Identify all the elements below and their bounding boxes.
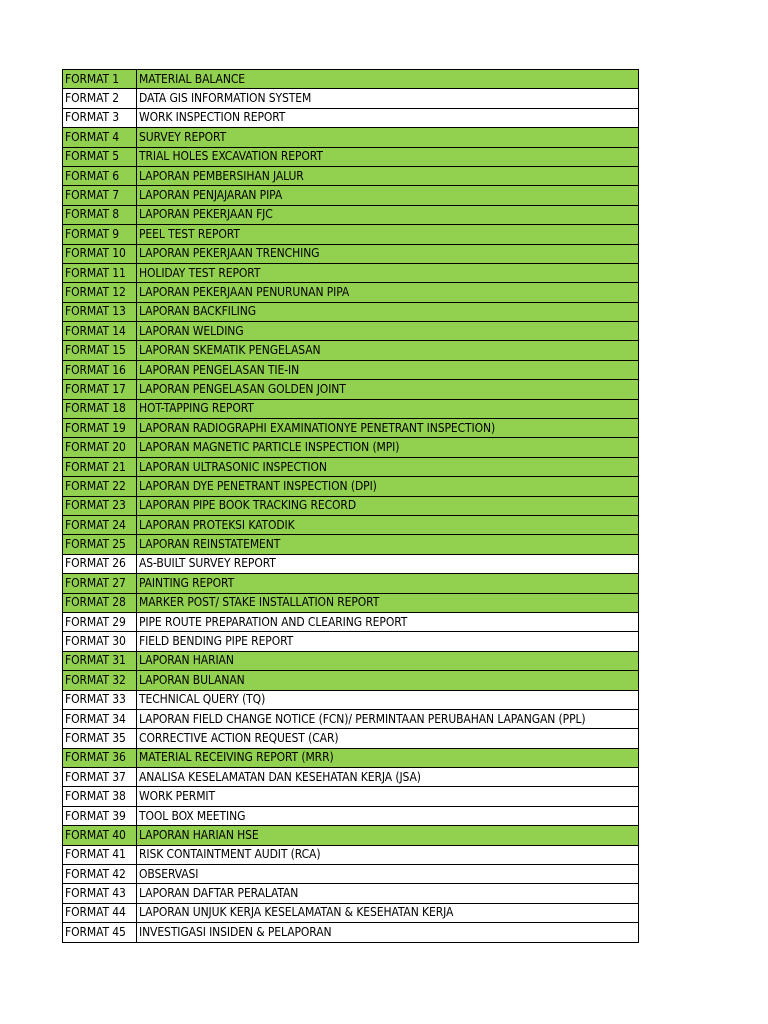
format-title-cell: RISK CONTAINTMENT AUDIT (RCA) xyxy=(137,845,639,864)
format-code-cell: FORMAT 1 xyxy=(63,70,137,89)
table-row xyxy=(63,322,639,341)
table-row xyxy=(63,593,639,612)
format-code-cell: FORMAT 15 xyxy=(63,341,137,360)
table-row xyxy=(63,263,639,282)
format-code-cell: FORMAT 29 xyxy=(63,612,137,631)
format-title-cell: LAPORAN SKEMATIK PENGELASAN xyxy=(137,341,639,360)
format-code-cell: FORMAT 6 xyxy=(63,166,137,185)
format-title-cell: LAPORAN PENGELASAN GOLDEN JOINT xyxy=(137,380,639,399)
format-title-cell: PIPE ROUTE PREPARATION AND CLEARING REPORT xyxy=(137,612,639,631)
format-code-cell: FORMAT 44 xyxy=(63,903,137,922)
table-row xyxy=(63,457,639,476)
table-row xyxy=(63,612,639,631)
format-code-cell: FORMAT 16 xyxy=(63,360,137,379)
format-title-cell: LAPORAN PIPE BOOK TRACKING RECORD xyxy=(137,496,639,515)
table-row xyxy=(63,244,639,263)
table-row xyxy=(63,632,639,651)
format-code-cell: FORMAT 41 xyxy=(63,845,137,864)
table-row xyxy=(63,186,639,205)
format-title-cell: SURVEY REPORT xyxy=(137,128,639,147)
table-row xyxy=(63,70,639,89)
table-row xyxy=(63,709,639,728)
table-row xyxy=(63,205,639,224)
table-row xyxy=(63,225,639,244)
format-code-cell: FORMAT 45 xyxy=(63,923,137,942)
format-code-cell: FORMAT 9 xyxy=(63,225,137,244)
format-code-cell: FORMAT 34 xyxy=(63,709,137,728)
format-title-cell: PAINTING REPORT xyxy=(137,574,639,593)
format-title-cell: LAPORAN HARIAN HSE xyxy=(137,826,639,845)
format-title-cell: MATERIAL RECEIVING REPORT (MRR) xyxy=(137,748,639,767)
format-title-cell: TRIAL HOLES EXCAVATION REPORT xyxy=(137,147,639,166)
format-title-cell: LAPORAN RADIOGRAPHI EXAMINATIONYE PENETRANT INSPECTION) xyxy=(137,419,639,438)
format-code-cell: FORMAT 8 xyxy=(63,205,137,224)
format-title-cell: HOLIDAY TEST REPORT xyxy=(137,263,639,282)
format-title-cell: LAPORAN BACKFILING xyxy=(137,302,639,321)
table-row xyxy=(63,128,639,147)
table-row xyxy=(63,399,639,418)
format-title-cell: CORRECTIVE ACTION REQUEST (CAR) xyxy=(137,729,639,748)
table-row xyxy=(63,535,639,554)
table-row xyxy=(63,768,639,787)
table-row xyxy=(63,903,639,922)
table-row xyxy=(63,496,639,515)
format-code-cell: FORMAT 2 xyxy=(63,89,137,108)
table-row xyxy=(63,690,639,709)
format-title-cell: LAPORAN FIELD CHANGE NOTICE (FCN)/ PERMINTAAN PERUBAHAN LAPANGAN (PPL) xyxy=(137,709,639,728)
format-code-cell: FORMAT 43 xyxy=(63,884,137,903)
format-title-cell: LAPORAN PEKERJAAN TRENCHING xyxy=(137,244,639,263)
format-list-table xyxy=(62,69,639,943)
format-code-cell: FORMAT 42 xyxy=(63,865,137,884)
table-row xyxy=(63,923,639,942)
format-title-cell: WORK INSPECTION REPORT xyxy=(137,108,639,127)
format-title-cell: LAPORAN WELDING xyxy=(137,322,639,341)
table-row xyxy=(63,360,639,379)
format-title-cell: OBSERVASI xyxy=(137,865,639,884)
table-row xyxy=(63,419,639,438)
format-code-cell: FORMAT 27 xyxy=(63,574,137,593)
format-code-cell: FORMAT 5 xyxy=(63,147,137,166)
format-code-cell: FORMAT 21 xyxy=(63,457,137,476)
table-row xyxy=(63,729,639,748)
format-code-cell: FORMAT 30 xyxy=(63,632,137,651)
format-code-cell: FORMAT 13 xyxy=(63,302,137,321)
table-row xyxy=(63,477,639,496)
format-code-cell: FORMAT 11 xyxy=(63,263,137,282)
format-title-cell: LAPORAN PROTEKSI KATODIK xyxy=(137,515,639,534)
format-code-cell: FORMAT 40 xyxy=(63,826,137,845)
format-code-cell: FORMAT 10 xyxy=(63,244,137,263)
format-code-cell: FORMAT 7 xyxy=(63,186,137,205)
format-title-cell: LAPORAN BULANAN xyxy=(137,671,639,690)
format-title-cell: HOT-TAPPING REPORT xyxy=(137,399,639,418)
table-row xyxy=(63,89,639,108)
table-row xyxy=(63,574,639,593)
format-code-cell: FORMAT 12 xyxy=(63,283,137,302)
format-list-body xyxy=(63,70,639,943)
format-code-cell: FORMAT 19 xyxy=(63,419,137,438)
table-row xyxy=(63,651,639,670)
table-row xyxy=(63,283,639,302)
format-code-cell: FORMAT 4 xyxy=(63,128,137,147)
table-row xyxy=(63,787,639,806)
format-title-cell: ANALISA KESELAMATAN DAN KESEHATAN KERJA (JSA) xyxy=(137,768,639,787)
table-row xyxy=(63,380,639,399)
table-row xyxy=(63,302,639,321)
format-code-cell: FORMAT 3 xyxy=(63,108,137,127)
format-code-cell: FORMAT 39 xyxy=(63,806,137,825)
table-row xyxy=(63,554,639,573)
format-title-cell: LAPORAN HARIAN xyxy=(137,651,639,670)
format-title-cell: FIELD BENDING PIPE REPORT xyxy=(137,632,639,651)
table-row xyxy=(63,147,639,166)
format-title-cell: LAPORAN PEKERJAAN FJC xyxy=(137,205,639,224)
format-code-cell: FORMAT 28 xyxy=(63,593,137,612)
format-code-cell: FORMAT 32 xyxy=(63,671,137,690)
format-title-cell: LAPORAN PEKERJAAN PENURUNAN PIPA xyxy=(137,283,639,302)
format-title-cell: LAPORAN PENGELASAN TIE-IN xyxy=(137,360,639,379)
format-title-cell: DATA GIS INFORMATION SYSTEM xyxy=(137,89,639,108)
table-row xyxy=(63,671,639,690)
table-row xyxy=(63,826,639,845)
format-code-cell: FORMAT 23 xyxy=(63,496,137,515)
format-title-cell: TOOL BOX MEETING xyxy=(137,806,639,825)
format-code-cell: FORMAT 24 xyxy=(63,515,137,534)
table-row xyxy=(63,438,639,457)
table-row xyxy=(63,884,639,903)
format-title-cell: LAPORAN PENJAJARAN PIPA xyxy=(137,186,639,205)
table-row xyxy=(63,166,639,185)
format-code-cell: FORMAT 20 xyxy=(63,438,137,457)
format-title-cell: LAPORAN DYE PENETRANT INSPECTION (DPI) xyxy=(137,477,639,496)
format-code-cell: FORMAT 33 xyxy=(63,690,137,709)
table-row xyxy=(63,865,639,884)
format-code-cell: FORMAT 18 xyxy=(63,399,137,418)
format-title-cell: INVESTIGASI INSIDEN & PELAPORAN xyxy=(137,923,639,942)
format-code-cell: FORMAT 36 xyxy=(63,748,137,767)
format-title-cell: LAPORAN PEMBERSIHAN JALUR xyxy=(137,166,639,185)
table-row xyxy=(63,341,639,360)
format-title-cell: LAPORAN MAGNETIC PARTICLE INSPECTION (MPI) xyxy=(137,438,639,457)
table-row xyxy=(63,515,639,534)
format-title-cell: LAPORAN DAFTAR PERALATAN xyxy=(137,884,639,903)
table-row xyxy=(63,108,639,127)
format-title-cell: MARKER POST/ STAKE INSTALLATION REPORT xyxy=(137,593,639,612)
format-code-cell: FORMAT 31 xyxy=(63,651,137,670)
format-title-cell: LAPORAN REINSTATEMENT xyxy=(137,535,639,554)
format-code-cell: FORMAT 22 xyxy=(63,477,137,496)
format-code-cell: FORMAT 17 xyxy=(63,380,137,399)
format-title-cell: LAPORAN UNJUK KERJA KESELAMATAN & KESEHATAN KERJA xyxy=(137,903,639,922)
format-code-cell: FORMAT 37 xyxy=(63,768,137,787)
format-code-cell: FORMAT 26 xyxy=(63,554,137,573)
format-title-cell: LAPORAN ULTRASONIC INSPECTION xyxy=(137,457,639,476)
format-title-cell: AS-BUILT SURVEY REPORT xyxy=(137,554,639,573)
format-title-cell: WORK PERMIT xyxy=(137,787,639,806)
format-title-cell: MATERIAL BALANCE xyxy=(137,70,639,89)
table-row xyxy=(63,845,639,864)
table-row xyxy=(63,748,639,767)
format-title-cell: PEEL TEST REPORT xyxy=(137,225,639,244)
table-row xyxy=(63,806,639,825)
format-code-cell: FORMAT 14 xyxy=(63,322,137,341)
format-code-cell: FORMAT 38 xyxy=(63,787,137,806)
format-title-cell: TECHNICAL QUERY (TQ) xyxy=(137,690,639,709)
format-code-cell: FORMAT 25 xyxy=(63,535,137,554)
format-code-cell: FORMAT 35 xyxy=(63,729,137,748)
